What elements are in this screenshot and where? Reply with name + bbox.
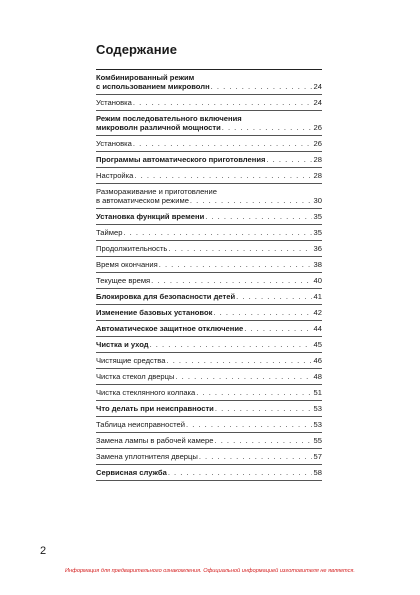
- toc-entry-label: Продолжительность: [96, 244, 168, 253]
- toc-entry-label: Что делать при неисправности: [96, 404, 214, 413]
- toc-entry[interactable]: [96, 273, 322, 289]
- toc-entry-page: 44: [313, 324, 322, 333]
- dot-leader: [221, 123, 312, 132]
- toc-entry-label: Изменение базовых установок: [96, 308, 213, 317]
- dot-leader: [122, 228, 311, 237]
- dot-leader: [235, 292, 311, 301]
- toc-entry[interactable]: [96, 305, 322, 321]
- toc-entry[interactable]: [96, 433, 322, 449]
- toc-entry-label: Чистка стекол дверцы: [96, 372, 175, 381]
- toc-entry-label: Чистящие средства: [96, 356, 166, 365]
- dot-leader: [167, 468, 312, 477]
- toc-entry[interactable]: [96, 401, 322, 417]
- dot-leader: [243, 324, 311, 333]
- toc-entry-label: Настройка: [96, 171, 134, 180]
- dot-leader: [210, 82, 312, 91]
- disclaimer-note: Информация для предварительного ознакомления. Официальной информацией изготовителя не является.: [65, 568, 355, 574]
- toc-entry[interactable]: [96, 321, 322, 337]
- dot-leader: [132, 98, 312, 107]
- toc-entry-page: 42: [313, 308, 322, 317]
- toc-entry[interactable]: [96, 257, 322, 273]
- toc-entry-label: Таймер: [96, 228, 123, 237]
- toc-entry-label: Время окончания: [96, 260, 158, 269]
- toc-entry-page: 28: [313, 171, 322, 180]
- dot-leader: [149, 340, 312, 349]
- toc-entry-label: Автоматическое защитное отключение: [96, 324, 244, 333]
- toc-entry-page: 40: [313, 276, 322, 285]
- toc-entry-page: 46: [313, 356, 322, 365]
- toc-entry-label: Блокировка для безопасности детей: [96, 292, 236, 301]
- toc-entry-label: микроволн различной мощности: [96, 123, 221, 132]
- toc-entry-page: 26: [313, 139, 322, 148]
- dot-leader: [165, 356, 311, 365]
- toc-entry-page: 53: [313, 420, 322, 429]
- toc-entry[interactable]: [96, 184, 322, 209]
- toc-entry-label: с использованием микроволн: [96, 82, 210, 91]
- toc-entry[interactable]: [96, 449, 322, 465]
- toc-entry[interactable]: [96, 417, 322, 433]
- dot-leader: [133, 171, 311, 180]
- toc-entry[interactable]: [96, 289, 322, 305]
- toc-entry-label: Чистка стеклянного колпака: [96, 388, 196, 397]
- toc-entry[interactable]: [96, 209, 322, 225]
- dot-leader: [198, 452, 312, 461]
- toc-entry[interactable]: [96, 136, 322, 152]
- toc-entry-page: 26: [313, 123, 322, 132]
- toc-entry-label: Замена лампы в рабочей камере: [96, 436, 214, 445]
- toc-entry-label: Чистка и уход: [96, 340, 149, 349]
- toc-entry-page: 30: [313, 196, 322, 205]
- toc-entry-label: Установка: [96, 98, 132, 107]
- toc-entry-page: 24: [313, 98, 322, 107]
- toc-entry[interactable]: [96, 337, 322, 353]
- toc-entry[interactable]: [96, 353, 322, 369]
- toc-entry-page: 57: [313, 452, 322, 461]
- toc-entry[interactable]: [96, 152, 322, 168]
- dot-leader: [185, 420, 312, 429]
- toc-entry[interactable]: [96, 225, 322, 241]
- dot-leader: [174, 372, 311, 381]
- dot-leader: [204, 212, 311, 221]
- toc-entry-page: 55: [313, 436, 322, 445]
- toc-entry[interactable]: [96, 241, 322, 257]
- dot-leader: [213, 436, 311, 445]
- toc-entry-label: Сервисная служба: [96, 468, 167, 477]
- dot-leader: [212, 308, 311, 317]
- toc-entry-label: Текущее время: [96, 276, 151, 285]
- toc-entry[interactable]: [96, 168, 322, 184]
- toc-entry[interactable]: [96, 70, 322, 95]
- toc-entry[interactable]: [96, 385, 322, 401]
- table-of-contents: [96, 69, 322, 481]
- toc-entry-page: 48: [313, 372, 322, 381]
- toc-entry-page: 35: [313, 212, 322, 221]
- toc-entry-page: 51: [313, 388, 322, 397]
- toc-entry-page: 58: [313, 468, 322, 477]
- toc-entry-label: Замена уплотнителя дверцы: [96, 452, 198, 461]
- dot-leader: [265, 155, 311, 164]
- toc-entry[interactable]: [96, 369, 322, 385]
- toc-entry[interactable]: [96, 465, 322, 481]
- toc-entry-page: 35: [313, 228, 322, 237]
- toc-entry-page: 36: [313, 244, 322, 253]
- toc-entry-page: 53: [313, 404, 322, 413]
- dot-leader: [167, 244, 311, 253]
- toc-entry-title-line: Комбинированный режим: [96, 73, 195, 82]
- page-number: 2: [40, 545, 47, 557]
- toc-entry-title-line: Размораживание и приготовление: [96, 187, 217, 196]
- toc-entry[interactable]: [96, 95, 322, 111]
- dot-leader: [189, 196, 312, 205]
- page-title: Содержание: [96, 42, 178, 57]
- toc-entry-label: Установка функций времени: [96, 212, 205, 221]
- toc-entry-label: Таблица неисправностей: [96, 420, 186, 429]
- dot-leader: [132, 139, 312, 148]
- toc-entry[interactable]: [96, 111, 322, 136]
- toc-entry-page: 41: [313, 292, 322, 301]
- toc-entry-label: Программы автоматического приготовления: [96, 155, 266, 164]
- toc-entry-page: 24: [313, 82, 322, 91]
- toc-entry-page: 38: [313, 260, 322, 269]
- toc-entry-label: в автоматическом режиме: [96, 196, 189, 205]
- dot-leader: [150, 276, 311, 285]
- toc-entry-page: 28: [313, 155, 322, 164]
- toc-entry-label: Установка: [96, 139, 132, 148]
- dot-leader: [158, 260, 312, 269]
- dot-leader: [214, 404, 312, 413]
- toc-entry-page: 45: [313, 340, 322, 349]
- toc-entry-title-line: Режим последовательного включения: [96, 114, 242, 123]
- dot-leader: [195, 388, 311, 397]
